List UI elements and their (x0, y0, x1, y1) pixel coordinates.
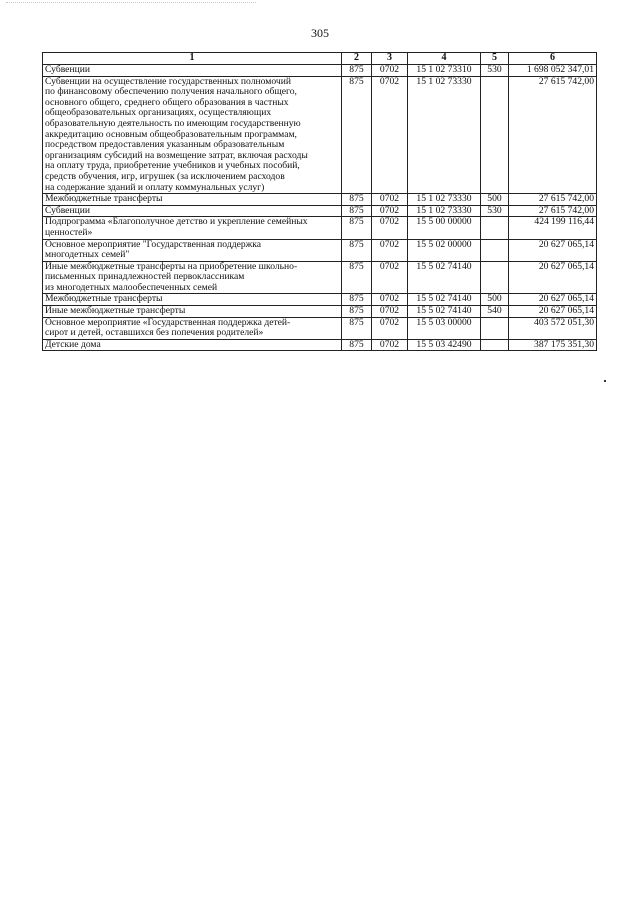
expense-type-cell: 530 (481, 65, 509, 77)
row-name-line: из многодетных малообеспеченных семей (45, 281, 218, 293)
target-article-cell: 15 5 00 00000 (408, 217, 481, 239)
expense-type-cell (481, 261, 509, 294)
admin-code-cell: 875 (342, 339, 372, 351)
scan-artifact (6, 2, 256, 6)
row-name-line: общеобразовательных организациях, осуществляющих (45, 107, 272, 119)
target-article-cell: 15 1 02 73330 (408, 205, 481, 217)
column-header: 1 (43, 53, 342, 65)
amount-cell: 27 615 742,00 (509, 76, 597, 194)
expense-type-cell (481, 217, 509, 239)
row-name-cell (43, 65, 342, 77)
table-row (43, 261, 597, 294)
row-name-line: сирот и детей, оставшихся без попечения родителей» (45, 327, 264, 339)
row-name-line: Межбюджетные трансферты (45, 293, 163, 305)
row-name-cell (43, 217, 342, 239)
section-code-cell: 0702 (372, 317, 408, 339)
column-header: 3 (372, 53, 408, 65)
amount-cell: 387 175 351,30 (509, 339, 597, 351)
row-name-line: многодетных семей" (45, 249, 130, 261)
admin-code-cell: 875 (342, 217, 372, 239)
expense-type-cell: 500 (481, 294, 509, 306)
row-name-line: ценностей» (45, 226, 93, 238)
section-code-cell: 0702 (372, 217, 408, 239)
row-name-line: Межбюджетные трансферты (45, 193, 163, 205)
amount-cell: 20 627 065,14 (509, 239, 597, 261)
expense-type-cell (481, 317, 509, 339)
admin-code-cell: 875 (342, 261, 372, 294)
section-code-cell: 0702 (372, 239, 408, 261)
target-article-cell: 15 1 02 73330 (408, 194, 481, 206)
target-article-cell: 15 5 02 74140 (408, 261, 481, 294)
row-name-line: основного общего, среднего общего образования в частных (45, 96, 289, 108)
budget-table (42, 52, 597, 351)
amount-cell: 1 698 052 347,01 (509, 65, 597, 77)
table-row (43, 317, 597, 339)
section-code-cell: 0702 (372, 194, 408, 206)
row-name-line: Основное мероприятие «Государственная поддержка детей- (45, 316, 291, 328)
expense-type-cell (481, 239, 509, 261)
section-code-cell: 0702 (372, 339, 408, 351)
scan-dot (604, 380, 606, 382)
expense-type-cell (481, 76, 509, 194)
row-name-line: по финансовому обеспечению получения начального общего, (45, 86, 297, 98)
row-name-line: Детские дома (45, 338, 101, 350)
target-article-cell: 15 1 02 73310 (408, 65, 481, 77)
target-article-cell: 15 1 02 73330 (408, 76, 481, 194)
table-body (43, 65, 597, 351)
admin-code-cell: 875 (342, 306, 372, 318)
row-name-line: Основное мероприятие "Государственная поддержка (45, 238, 262, 250)
target-article-cell: 15 5 02 74140 (408, 294, 481, 306)
amount-cell: 20 627 065,14 (509, 306, 597, 318)
column-header: 2 (342, 53, 372, 65)
row-name-cell (43, 261, 342, 294)
page-number: 305 (311, 26, 329, 40)
amount-cell: 424 199 116,44 (509, 217, 597, 239)
row-name-cell (43, 76, 342, 194)
table-row (43, 239, 597, 261)
table-row (43, 76, 597, 194)
row-name-cell (43, 205, 342, 217)
section-code-cell: 0702 (372, 294, 408, 306)
amount-cell: 20 627 065,14 (509, 294, 597, 306)
row-name-line: Субвенции (45, 64, 90, 75)
table-header-row (43, 53, 597, 65)
expense-type-cell (481, 339, 509, 351)
amount-cell: 20 627 065,14 (509, 261, 597, 294)
table-row (43, 306, 597, 318)
row-name-cell (43, 239, 342, 261)
row-name-line: Субвенции (45, 204, 90, 216)
target-article-cell: 15 5 03 00000 (408, 317, 481, 339)
column-header: 6 (509, 53, 597, 65)
expense-type-cell: 540 (481, 306, 509, 318)
row-name-line: письменных принадлежностей первоклассникам (45, 271, 245, 283)
column-header: 5 (481, 53, 509, 65)
target-article-cell: 15 5 02 74140 (408, 306, 481, 318)
expense-type-cell: 500 (481, 194, 509, 206)
table-row (43, 194, 597, 206)
row-name-line: Иные межбюджетные трансферты (45, 305, 186, 317)
row-name-line: средств обучения, игр, игрушек (за исключением расходов (45, 170, 285, 182)
section-code-cell: 0702 (372, 205, 408, 217)
target-article-cell: 15 5 03 42490 (408, 339, 481, 351)
row-name-cell (43, 294, 342, 306)
row-name-line: на содержание зданий и оплату коммунальных услуг) (45, 181, 265, 193)
row-name-line: Иные межбюджетные трансферты на приобретение школьно- (45, 260, 298, 272)
expense-type-cell: 530 (481, 205, 509, 217)
target-article-cell: 15 5 02 00000 (408, 239, 481, 261)
row-name-line: организациям субсидий на возмещение затрат, включая расходы (45, 149, 308, 161)
section-code-cell: 0702 (372, 306, 408, 318)
row-name-line: аккредитацию основным общеобразовательным программам, (45, 128, 297, 140)
admin-code-cell: 875 (342, 65, 372, 77)
row-name-line: образовательную деятельность по имеющим государственную (45, 117, 301, 129)
table-row (43, 217, 597, 239)
row-name-cell (43, 306, 342, 318)
row-name-line: на оплату труда, приобретение учебников и учебных пособий, (45, 160, 300, 172)
table-row (43, 294, 597, 306)
section-code-cell: 0702 (372, 76, 408, 194)
table-row (43, 205, 597, 217)
admin-code-cell: 875 (342, 294, 372, 306)
row-name-line: Субвенции на осуществление государственных полномочий (45, 75, 291, 87)
admin-code-cell: 875 (342, 194, 372, 206)
section-code-cell: 0702 (372, 65, 408, 77)
admin-code-cell: 875 (342, 76, 372, 194)
row-name-line: Подпрограмма «Благополучное детство и укрепление семейных (45, 216, 308, 228)
table-row (43, 65, 597, 77)
row-name-cell (43, 339, 342, 351)
section-code-cell: 0702 (372, 261, 408, 294)
row-name-line: посредством предоставления указанным образовательным (45, 139, 285, 151)
admin-code-cell: 875 (342, 205, 372, 217)
column-header: 4 (408, 53, 481, 65)
amount-cell: 27 615 742,00 (509, 194, 597, 206)
row-name-cell (43, 317, 342, 339)
row-name-cell (43, 194, 342, 206)
admin-code-cell: 875 (342, 239, 372, 261)
amount-cell: 27 615 742,00 (509, 205, 597, 217)
table-row (43, 339, 597, 351)
amount-cell: 403 572 051,30 (509, 317, 597, 339)
admin-code-cell: 875 (342, 317, 372, 339)
